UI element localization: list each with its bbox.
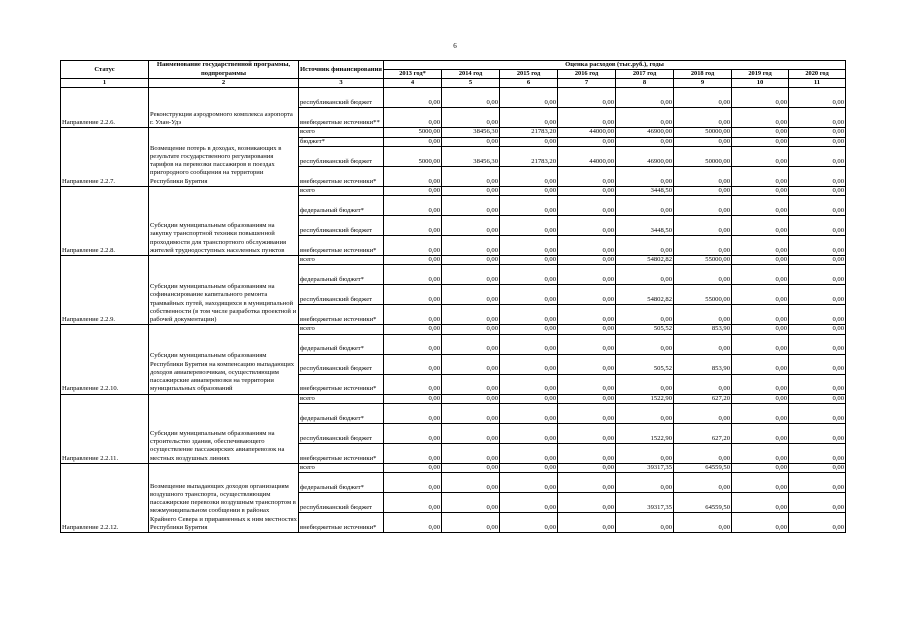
amount-cell: 0,00 [732,443,789,463]
table-row [61,394,846,403]
amount-cell: 0,00 [732,196,789,216]
header-year: 2015 год [500,70,558,79]
amount-cell: 0,00 [558,403,616,423]
program-name: Реконструкция аэродромного комплекса аэропорта г. Улан-Удэ [149,88,299,128]
amount-cell: 0,00 [384,513,442,533]
funding-source: всего [299,394,384,403]
direction-status: Направление 2.2.6. [61,88,149,128]
amount-cell: 21783,20 [500,146,558,166]
amount-cell: 0,00 [442,265,500,285]
amount-cell: 0,00 [558,394,616,403]
amount-cell: 0,00 [789,166,846,186]
amount-cell: 55000,00 [674,256,732,265]
amount-cell: 0,00 [500,403,558,423]
header-year: 2013 год* [384,70,442,79]
amount-cell: 0,00 [789,443,846,463]
amount-cell: 0,00 [558,473,616,493]
amount-cell: 0,00 [732,403,789,423]
amount-cell: 853,90 [674,325,732,334]
amount-cell: 0,00 [789,88,846,108]
funding-source: республиканский бюджет [299,146,384,166]
amount-cell: 0,00 [384,473,442,493]
amount-cell: 0,00 [384,374,442,394]
amount-cell: 0,00 [732,394,789,403]
amount-cell: 0,00 [384,236,442,256]
amount-cell: 0,00 [442,236,500,256]
funding-source: республиканский бюджет [299,285,384,305]
column-number: 2 [149,79,299,88]
amount-cell: 39317,35 [616,463,674,472]
amount-cell: 0,00 [558,463,616,472]
amount-cell: 0,00 [616,108,674,128]
amount-cell: 38456,30 [442,146,500,166]
amount-cell: 627,20 [674,423,732,443]
column-number: 11 [789,79,846,88]
program-name: Субсидии муниципальным образованиям Республики Бурятия на компенсацию выпадающих доходов авиаперевозчикам, осуществляющим пассажирские авиаперевозки на территории муниципальных образований [149,325,299,394]
direction-status: Направление 2.2.10. [61,325,149,394]
amount-cell: 0,00 [500,334,558,354]
amount-cell: 0,00 [732,374,789,394]
amount-cell: 0,00 [732,473,789,493]
amount-cell: 0,00 [789,325,846,334]
amount-cell: 0,00 [732,236,789,256]
amount-cell: 0,00 [500,137,558,146]
column-number: 1 [61,79,149,88]
amount-cell: 0,00 [558,513,616,533]
amount-cell: 0,00 [500,463,558,472]
amount-cell: 0,00 [500,513,558,533]
funding-source: внебюджетные источники** [299,108,384,128]
amount-cell: 0,00 [732,265,789,285]
amount-cell: 0,00 [442,463,500,472]
amount-cell: 0,00 [616,265,674,285]
header-year: 2018 год [674,70,732,79]
direction-status: Направление 2.2.12. [61,463,149,532]
amount-cell: 0,00 [616,166,674,186]
amount-cell: 0,00 [442,423,500,443]
amount-cell: 3448,50 [616,216,674,236]
amount-cell: 0,00 [616,374,674,394]
table-row [61,463,846,472]
amount-cell: 0,00 [616,196,674,216]
amount-cell: 0,00 [789,423,846,443]
amount-cell: 0,00 [384,285,442,305]
amount-cell: 0,00 [500,88,558,108]
direction-status: Направление 2.2.9. [61,256,149,325]
program-name: Возмещение потерь в доходах, возникающих в результате государственного регулирования тарифов на перевозки пассажиров в поездах пригородного сообщения на территории Республики Бурятия [149,128,299,186]
amount-cell: 0,00 [384,256,442,265]
amount-cell: 5000,00 [384,146,442,166]
page-number: 6 [453,42,457,50]
table-row [61,88,846,108]
amount-cell: 0,00 [674,186,732,195]
amount-cell: 0,00 [732,216,789,236]
column-number: 7 [558,79,616,88]
amount-cell: 0,00 [500,166,558,186]
amount-cell: 0,00 [500,305,558,325]
funding-source: внебюджетные источники* [299,166,384,186]
amount-cell: 0,00 [789,137,846,146]
amount-cell: 0,00 [558,88,616,108]
amount-cell: 44000,00 [558,146,616,166]
funding-source: федеральный бюджет* [299,265,384,285]
amount-cell: 0,00 [558,285,616,305]
column-number: 5 [442,79,500,88]
amount-cell: 1522,90 [616,394,674,403]
amount-cell: 0,00 [500,394,558,403]
amount-cell: 54802,82 [616,256,674,265]
header-year: 2017 год [616,70,674,79]
amount-cell: 0,00 [442,305,500,325]
amount-cell: 0,00 [384,265,442,285]
amount-cell: 46900,00 [616,146,674,166]
amount-cell: 0,00 [789,186,846,195]
amount-cell: 0,00 [789,473,846,493]
amount-cell: 0,00 [616,137,674,146]
header-expense-estimate: Оценка расходов (тыс.руб.), годы [384,61,846,70]
amount-cell: 0,00 [732,423,789,443]
amount-cell: 0,00 [558,265,616,285]
program-name: Возмещение выпадающих доходов организациям воздушного транспорта, осуществляющим пассажирские перевозки воздушным транспортом в межмуниципальном сообщении в районах Крайнего Севера и приравненных к ним местностях Республики Бурятия [149,463,299,532]
amount-cell: 0,00 [500,186,558,195]
amount-cell: 0,00 [789,403,846,423]
amount-cell: 3448,50 [616,186,674,195]
amount-cell: 0,00 [384,394,442,403]
funding-source: всего [299,128,384,137]
amount-cell: 50000,00 [674,128,732,137]
amount-cell: 0,00 [442,493,500,513]
direction-status: Направление 2.2.11. [61,394,149,463]
amount-cell: 0,00 [558,423,616,443]
amount-cell: 21783,20 [500,128,558,137]
amount-cell: 0,00 [732,146,789,166]
program-name: Субсидии муниципальным образованиям на софинансирование капитального ремонта трамвайных путей, находящихся в муниципальной собственности (в том числе разработка проектной и рабочей документации) [149,256,299,325]
amount-cell: 0,00 [384,305,442,325]
amount-cell: 0,00 [558,236,616,256]
amount-cell: 5000,00 [384,128,442,137]
amount-cell: 0,00 [384,354,442,374]
amount-cell: 0,00 [384,334,442,354]
amount-cell: 0,00 [674,305,732,325]
amount-cell: 0,00 [558,186,616,195]
amount-cell: 0,00 [789,513,846,533]
amount-cell: 0,00 [558,137,616,146]
amount-cell: 0,00 [384,403,442,423]
funding-source: республиканский бюджет [299,88,384,108]
amount-cell: 64559,50 [674,493,732,513]
amount-cell: 0,00 [558,325,616,334]
amount-cell: 0,00 [732,513,789,533]
amount-cell: 853,90 [674,354,732,374]
amount-cell: 0,00 [384,443,442,463]
amount-cell: 0,00 [384,493,442,513]
funding-source: бюджет* [299,137,384,146]
column-number: 9 [674,79,732,88]
amount-cell: 0,00 [674,236,732,256]
header-year: 2019 год [732,70,789,79]
funding-source: внебюджетные источники* [299,236,384,256]
amount-cell: 0,00 [384,196,442,216]
funding-source: всего [299,256,384,265]
amount-cell: 0,00 [732,354,789,374]
header-year: 2020 год [789,70,846,79]
amount-cell: 0,00 [789,216,846,236]
amount-cell: 0,00 [789,256,846,265]
amount-cell: 0,00 [674,443,732,463]
amount-cell: 0,00 [616,236,674,256]
amount-cell: 0,00 [674,137,732,146]
amount-cell: 39317,35 [616,493,674,513]
funding-source: федеральный бюджет* [299,403,384,423]
amount-cell: 0,00 [384,137,442,146]
column-number: 6 [500,79,558,88]
column-number: 3 [299,79,384,88]
amount-cell: 0,00 [789,196,846,216]
amount-cell: 0,00 [500,423,558,443]
header-funding-source: Источник финансирования [299,61,384,79]
amount-cell: 0,00 [789,265,846,285]
direction-status: Направление 2.2.8. [61,186,149,255]
funding-source: федеральный бюджет* [299,196,384,216]
funding-source: внебюджетные источники* [299,305,384,325]
amount-cell: 0,00 [558,196,616,216]
funding-source: всего [299,325,384,334]
header-year: 2016 год [558,70,616,79]
amount-cell: 0,00 [732,325,789,334]
amount-cell: 0,00 [732,166,789,186]
amount-cell: 0,00 [442,166,500,186]
amount-cell: 0,00 [674,265,732,285]
amount-cell: 0,00 [674,473,732,493]
amount-cell: 0,00 [558,443,616,463]
amount-cell: 0,00 [732,493,789,513]
amount-cell: 0,00 [789,394,846,403]
amount-cell: 0,00 [616,513,674,533]
amount-cell: 0,00 [732,285,789,305]
amount-cell: 0,00 [500,236,558,256]
amount-cell: 0,00 [732,128,789,137]
amount-cell: 0,00 [789,128,846,137]
amount-cell: 627,20 [674,394,732,403]
funding-source: республиканский бюджет [299,216,384,236]
amount-cell: 0,00 [558,216,616,236]
amount-cell: 0,00 [442,354,500,374]
amount-cell: 0,00 [732,463,789,472]
funding-source: всего [299,186,384,195]
amount-cell: 55000,00 [674,285,732,305]
amount-cell: 54802,82 [616,285,674,305]
amount-cell: 0,00 [442,285,500,305]
amount-cell: 0,00 [558,108,616,128]
amount-cell: 0,00 [558,493,616,513]
amount-cell: 0,00 [789,354,846,374]
amount-cell: 0,00 [442,443,500,463]
amount-cell: 0,00 [500,108,558,128]
amount-cell: 0,00 [442,394,500,403]
amount-cell: 64559,50 [674,463,732,472]
amount-cell: 50000,00 [674,146,732,166]
program-name: Субсидии муниципальным образованиям на строительство здания, обеспечивающего осуществление пассажирских авиаперевозок на местных воздушных линиях [149,394,299,463]
amount-cell: 0,00 [674,166,732,186]
funding-source: внебюджетные источники* [299,443,384,463]
table-row [61,128,846,137]
amount-cell: 44000,00 [558,128,616,137]
amount-cell: 0,00 [616,473,674,493]
amount-cell: 0,00 [674,403,732,423]
amount-cell: 505,52 [616,325,674,334]
amount-cell: 0,00 [384,325,442,334]
amount-cell: 0,00 [442,403,500,423]
program-name: Субсидии муниципальным образованиям на закупку транспортной техники повышенной проходимости для транспортного обслуживания жителей труднодоступных населенных пунктов [149,186,299,255]
amount-cell: 0,00 [789,305,846,325]
header-program-name: Наименование государственной программы, подпрограммы [149,61,299,79]
amount-cell: 0,00 [558,334,616,354]
header-status: Статус [61,61,149,79]
funding-source: республиканский бюджет [299,423,384,443]
amount-cell: 0,00 [384,463,442,472]
direction-status: Направление 2.2.7. [61,128,149,186]
amount-cell: 46900,00 [616,128,674,137]
amount-cell: 0,00 [384,108,442,128]
amount-cell: 0,00 [732,108,789,128]
amount-cell: 0,00 [674,88,732,108]
amount-cell: 0,00 [674,108,732,128]
amount-cell: 0,00 [442,196,500,216]
header-year: 2014 год [442,70,500,79]
amount-cell: 0,00 [442,325,500,334]
funding-source: республиканский бюджет [299,354,384,374]
amount-cell: 0,00 [500,216,558,236]
amount-cell: 0,00 [500,256,558,265]
amount-cell: 0,00 [789,146,846,166]
amount-cell: 0,00 [500,325,558,334]
amount-cell: 0,00 [442,186,500,195]
table-row [61,325,846,334]
amount-cell: 1522,90 [616,423,674,443]
amount-cell: 38456,30 [442,128,500,137]
amount-cell: 0,00 [558,374,616,394]
amount-cell: 0,00 [500,443,558,463]
amount-cell: 0,00 [442,88,500,108]
amount-cell: 0,00 [674,216,732,236]
amount-cell: 0,00 [384,88,442,108]
amount-cell: 0,00 [732,334,789,354]
amount-cell: 0,00 [500,285,558,305]
table-row [61,186,846,195]
amount-cell: 0,00 [789,374,846,394]
funding-source: внебюджетные источники* [299,513,384,533]
amount-cell: 0,00 [616,305,674,325]
amount-cell: 0,00 [674,196,732,216]
amount-cell: 0,00 [789,285,846,305]
amount-cell: 0,00 [674,513,732,533]
amount-cell: 0,00 [616,88,674,108]
amount-cell: 0,00 [384,166,442,186]
amount-cell: 0,00 [500,354,558,374]
amount-cell: 0,00 [558,166,616,186]
amount-cell: 0,00 [442,256,500,265]
column-number: 8 [616,79,674,88]
amount-cell: 0,00 [558,354,616,374]
amount-cell: 0,00 [500,493,558,513]
amount-cell: 0,00 [789,493,846,513]
column-number: 10 [732,79,789,88]
amount-cell: 0,00 [789,236,846,256]
amount-cell: 0,00 [384,216,442,236]
amount-cell: 0,00 [442,374,500,394]
amount-cell: 0,00 [500,473,558,493]
table-body [61,88,846,533]
amount-cell: 0,00 [442,216,500,236]
amount-cell: 0,00 [558,256,616,265]
amount-cell: 0,00 [500,265,558,285]
amount-cell: 0,00 [442,334,500,354]
amount-cell: 0,00 [789,463,846,472]
amount-cell: 0,00 [732,88,789,108]
column-number: 4 [384,79,442,88]
amount-cell: 0,00 [442,137,500,146]
amount-cell: 0,00 [732,305,789,325]
funding-source: республиканский бюджет [299,493,384,513]
amount-cell: 505,52 [616,354,674,374]
amount-cell: 0,00 [674,334,732,354]
amount-cell: 0,00 [384,186,442,195]
amount-cell: 0,00 [674,374,732,394]
amount-cell: 0,00 [442,108,500,128]
amount-cell: 0,00 [616,403,674,423]
funding-source: федеральный бюджет* [299,334,384,354]
amount-cell: 0,00 [500,374,558,394]
expense-estimate-table [60,60,846,533]
funding-source: внебюджетные источники* [299,374,384,394]
amount-cell: 0,00 [442,513,500,533]
amount-cell: 0,00 [500,196,558,216]
amount-cell: 0,00 [732,256,789,265]
amount-cell: 0,00 [789,334,846,354]
table-row [61,256,846,265]
amount-cell: 0,00 [616,334,674,354]
amount-cell: 0,00 [732,186,789,195]
amount-cell: 0,00 [558,305,616,325]
amount-cell: 0,00 [442,473,500,493]
amount-cell: 0,00 [616,443,674,463]
amount-cell: 0,00 [789,108,846,128]
amount-cell: 0,00 [384,423,442,443]
amount-cell: 0,00 [732,137,789,146]
funding-source: федеральный бюджет* [299,473,384,493]
funding-source: всего [299,463,384,472]
